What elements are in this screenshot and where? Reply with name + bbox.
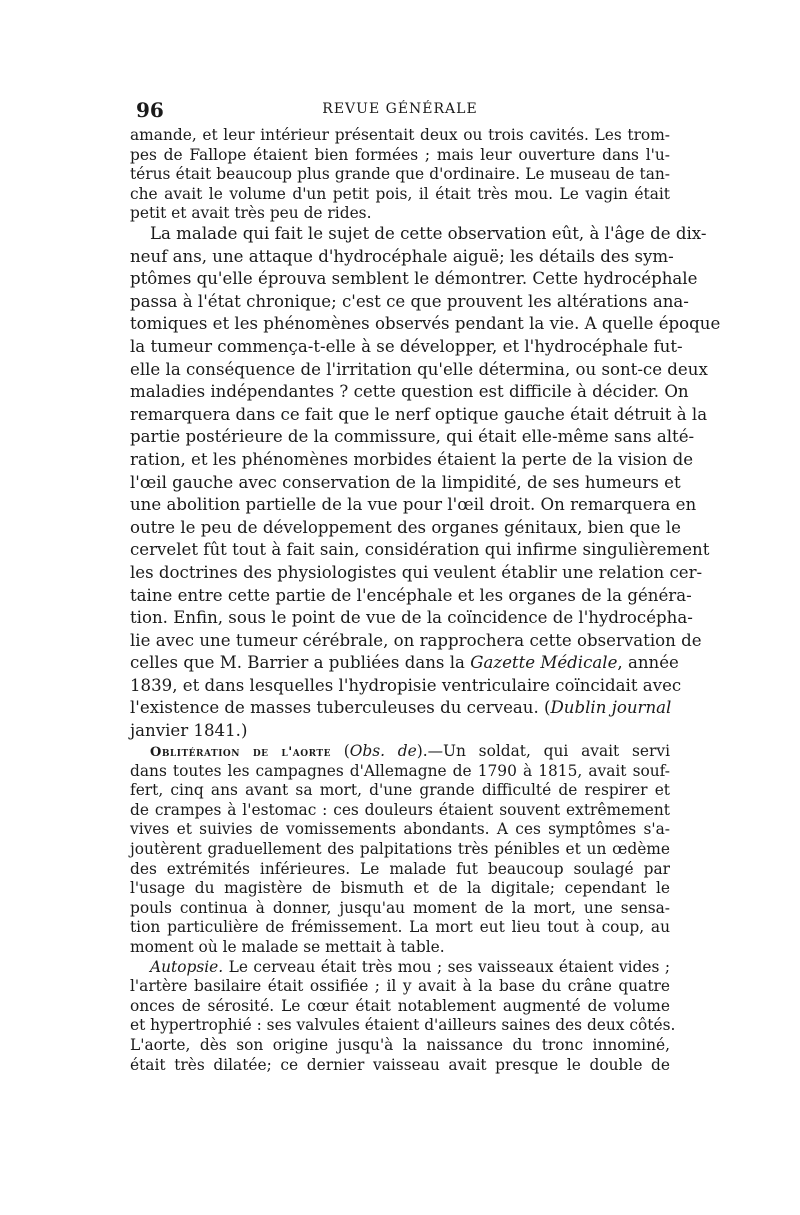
text-line: cervelet fût tout à fait sain, considération qui infirme singulièrement (130, 540, 710, 560)
text-line: l'œil gauche avec conservation de la limpidité, de ses humeurs et (130, 472, 681, 492)
text-line: de crampes à l'estomac : ces douleurs étaient souvent extrêmement (130, 800, 670, 819)
text-line: et hypertrophié : ses valvules étaient d'ailleurs saines des deux côtés. (130, 1016, 676, 1035)
paragraph-continued (130, 126, 670, 224)
commentary-paragraph (130, 223, 721, 743)
text-line: pes de Fallope étaient bien formées ; mais leur ouverture dans l'u- (130, 145, 670, 164)
text-line: amande, et leur intérieur présentait deux ou trois cavités. Les trom- (130, 126, 670, 144)
text-line (130, 958, 670, 978)
text-line: onces de sérosité. Le cœur était notablement augmenté de volume (130, 996, 670, 1015)
text-line: maladies indépendantes ? cette question est difficile à décider. On (130, 382, 689, 402)
text-line: l'artère basilaire était ossifiée ; il y avait à la base du crâne quatre (130, 977, 670, 996)
text-segment: ).—Un soldat, qui avait servi (416, 742, 670, 760)
text-line (130, 652, 679, 675)
text-line: ptômes qu'elle éprouva semblent le démontrer. Cette hydrocéphale (130, 269, 698, 289)
text-segment: l'existence de masses tuberculeuses du cerveau. ( (130, 698, 551, 718)
text-line: che avait le volume d'un petit pois, il était très mou. Le vagin était (130, 184, 670, 203)
text-line: vives et suivies de vomissements abondants. A ces symptômes s'a- (130, 820, 670, 839)
text-line: passa à l'état chronique; c'est ce que prouvent les altérations ana- (130, 291, 689, 311)
text-segment: ( (330, 742, 350, 760)
text-line: partie postérieure de la commissure, qui était elle-même sans alté- (130, 427, 695, 447)
text-line: dans toutes les campagnes d'Allemagne de 1790 à 1815, avait souf- (130, 761, 670, 780)
text-segment: celles que M. Barrier a publiées dans la (130, 653, 465, 673)
text-line: janvier 1841.) (130, 721, 248, 741)
text-line: fert, cinq ans avant sa mort, d'une grande difficulté de respirer et (130, 781, 670, 800)
text-line: neuf ans, une attaque d'hydrocéphale aiguë; les détails des sym- (130, 246, 674, 266)
journal-source: Dublin journal (550, 698, 672, 718)
text-line (130, 697, 670, 720)
text-segment: Le cerveau était très mou ; ses vaisseaux étaient vides ; (223, 957, 670, 976)
text-line: ration, et les phénomènes morbides étaient la perte de la vision de (130, 449, 694, 469)
text-line: outre le peu de développement des organes génitaux, bien que le (130, 517, 681, 537)
text-line: moment où le malade se mettait à table. (130, 937, 445, 956)
text-line: pouls continua à donner, jusqu'au moment de la mort, une sensa- (130, 898, 670, 917)
text-line: des extrémités inférieures. Le malade fut beaucoup soulagé par (130, 859, 670, 878)
case-report (130, 742, 676, 1075)
text-line: elle la conséquence de l'irritation qu'elle détermina, ou sont-ce deux (130, 359, 708, 379)
text-line: les doctrines des physiologistes qui veulent établir une relation cer- (130, 562, 703, 582)
text-line: tion. Enfin, sous le point de vue de la coïncidence de l'hydrocépha- (130, 608, 693, 628)
text-line: la tumeur commença-t-elle à se développer, et l'hydrocéphale fut- (130, 336, 683, 356)
text-line: était très dilatée; ce dernier vaisseau avait presque le double de (130, 1055, 670, 1074)
obs-note: Obs. de (349, 742, 417, 760)
text-line: taine entre cette partie de l'encéphale et les organes de la généra- (130, 585, 692, 605)
text-line: térus était beaucoup plus grande que d'ordinaire. Le museau de tan- (130, 165, 670, 183)
text-line: petit et avait très peu de rides. (130, 204, 372, 222)
case-heading: Oblitération de l'aorte (150, 745, 331, 760)
text-segment: , année (617, 653, 679, 673)
text-line (130, 742, 670, 762)
text-line: lie avec une tumeur cérébrale, on rapprochera cette observation de (130, 630, 702, 650)
page-number: 96 (136, 98, 164, 122)
text-line: tomiques et les phénomènes observés pendant la vie. A quelle époque (130, 314, 721, 334)
text-line: tion particulière de frémissement. La mort eut lieu tout à coup, au (130, 918, 670, 937)
text-line: L'aorte, dès son origine jusqu'à la naissance du tronc innominé, (130, 1035, 670, 1054)
text-line: La malade qui fait le sujet de cette observation eût, à l'âge de dix- (150, 224, 707, 243)
running-title: REVUE GÉNÉRALE (322, 101, 478, 117)
text-line: l'usage du magistère de bismuth et de la digitale; cependant le (130, 879, 670, 898)
journal-title: Gazette Médicale (470, 653, 618, 673)
text-line: remarquera dans ce fait que le nerf optique gauche était détruit à la (130, 404, 708, 424)
text-line: joutèrent graduellement des palpitations très pénibles et un œdème (130, 839, 670, 858)
text-line: 1839, et dans lesquelles l'hydropisie ventriculaire coïncidait avec (130, 675, 682, 695)
autopsie-label: Autopsie. (150, 957, 224, 976)
text-line: une abolition partielle de la vue pour l'œil droit. On remarquera en (130, 495, 697, 515)
page-header (130, 98, 670, 122)
